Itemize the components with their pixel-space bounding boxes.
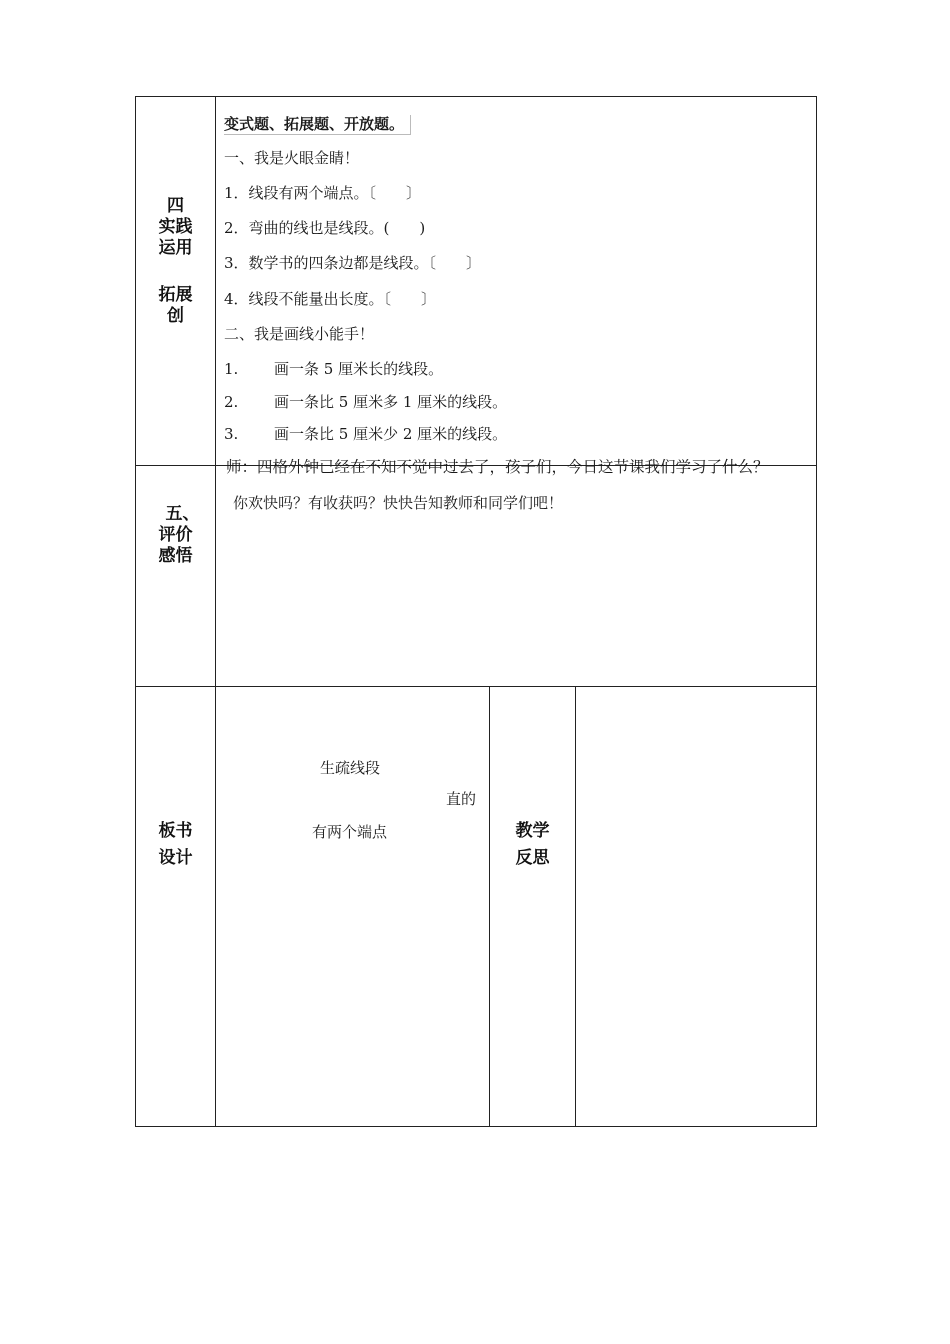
- section5-label: [136, 504, 215, 567]
- reflection-content: [576, 687, 816, 1126]
- section4-label-line: 创: [167, 306, 184, 326]
- part2-item-number: 1.: [224, 360, 239, 378]
- board-label-line: 板书: [158, 821, 193, 841]
- table-border-top: [135, 96, 817, 97]
- part1-title: 一、我是火眼金睛！: [224, 149, 360, 167]
- section4-label-line: 四: [167, 196, 184, 216]
- board-line-straight: 直的: [446, 790, 477, 808]
- table-border-bottom: [135, 1126, 817, 1127]
- reflection-label-line: 反思: [515, 848, 550, 868]
- board-line-endpoints: 有两个端点: [312, 823, 388, 841]
- section4-label-line: 运用: [158, 238, 193, 258]
- section5-label-line: 评价: [158, 525, 193, 545]
- part2-item-number: 3.: [224, 425, 239, 443]
- board-line-segment: 生疏线段: [320, 759, 381, 777]
- part2-item-text: 画一条比 5 厘米多 1 厘米的线段。: [274, 393, 508, 411]
- board-label: [136, 818, 215, 872]
- board-label-line: 设计: [158, 848, 193, 868]
- section4-heading: [224, 115, 411, 133]
- part1-item: 1．线段有两个端点。〔 〕: [224, 184, 422, 202]
- section5-text-line1: 师：四格外钟已经在不知不觉中过去了，孩子们，今日这节课我们学习了什么？: [226, 458, 769, 476]
- part2-item: [224, 425, 507, 443]
- part2-title: 二、我是画线小能手！: [224, 325, 375, 343]
- section5-text-line2: 你欢快吗？有收获吗？快快告知教师和同学们吧！: [233, 494, 564, 512]
- section4-label-line: 实践: [158, 217, 193, 237]
- reflection-label-line: 教学: [515, 821, 550, 841]
- table-divider-col2: [489, 686, 490, 1127]
- table-border-right: [816, 96, 817, 1127]
- reflection-label: [490, 818, 575, 872]
- part1-item: 4．线段不能量出长度。〔 〕: [224, 290, 437, 308]
- part1-item: 2．弯曲的线也是线段。( ): [224, 219, 426, 237]
- section4-heading-text: 变式题、拓展题、开放题。: [224, 115, 411, 135]
- section4-label-line: 拓展: [158, 285, 193, 305]
- part1-item: 3．数学书的四条边都是线段。〔 〕: [224, 254, 482, 272]
- part2-item: [224, 360, 443, 378]
- table-divider-col1: [215, 96, 216, 1127]
- part2-item-text: 画一条比 5 厘米少 2 厘米的线段。: [274, 425, 508, 443]
- section5-label-line: 感悟: [158, 546, 193, 566]
- part2-item: [224, 393, 507, 411]
- section5-label-line: 五、: [165, 504, 200, 524]
- section4-label: [136, 196, 215, 327]
- part2-item-number: 2.: [224, 393, 239, 411]
- part2-item-text: 画一条 5 厘米长的线段。: [274, 360, 444, 378]
